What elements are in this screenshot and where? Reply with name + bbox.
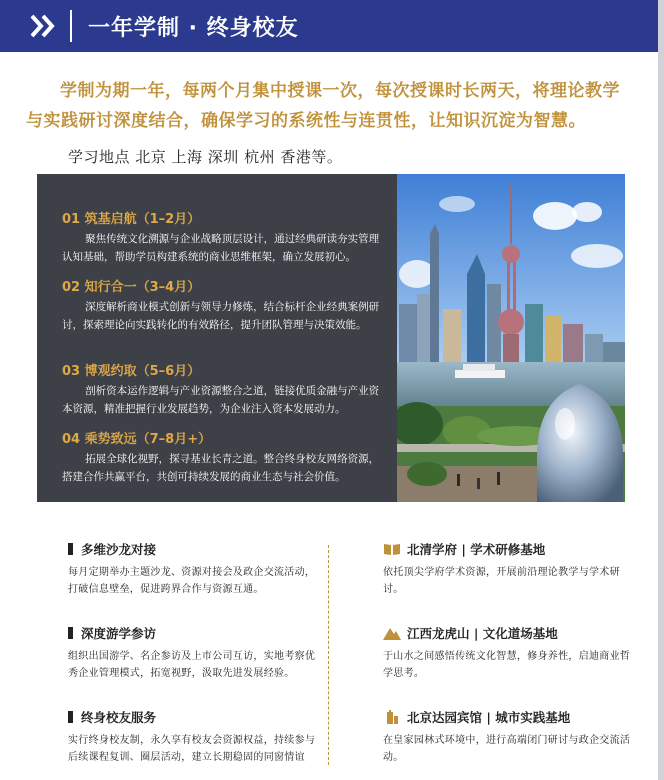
page-title: 一年学制 · 终身校友 [88,16,299,41]
book-icon [383,542,401,556]
feature-title: 北清学府 | 学术研修基地 [407,542,546,557]
phase-title: 04 乘势致远（7–8月+） [62,432,212,447]
feature-alumni [68,708,318,766]
phase-title: 03 博观约取（5–6月） [62,364,201,379]
page-edge [658,0,664,780]
feature-title: 江西龙虎山 | 文化道场基地 [407,626,558,641]
feature-culture-base [383,624,633,682]
feature-desc: 每月定期举办主题沙龙、资源对接会及政企交流活动，打破信息壁垒，促进跨界合作与资源互通。 [68,567,316,595]
column-divider [328,545,329,765]
feature-desc: 组织出国游学、名企参访及上市公司互访，实地考察优秀企业管理模式，拓宽视野，汲取先进发展经验。 [68,651,316,679]
study-locations: 学习地点 北京 上海 深圳 杭州 香港等。 [68,148,343,166]
feature-title: 多维沙龙对接 [81,542,157,557]
feature-title: 北京达园宾馆 | 城市实践基地 [407,710,571,725]
header-divider [70,10,72,42]
square-bullet-icon [68,627,73,639]
header-bar [0,0,658,52]
feature-title: 深度游学参访 [81,626,157,641]
feature-salon [68,540,318,598]
phase-4 [62,428,382,486]
phase-3 [62,360,382,418]
shanghai-skyline-photo [397,174,625,502]
intro-paragraph: 学制为期一年，每两个月集中授课一次，每次授课时长两天，将理论教学与实践研讨深度结合，确保学习的系统性与连贯性，让知识沉淀为智慧。 [26,81,620,131]
feature-title: 终身校友服务 [81,710,157,725]
feature-study-tour [68,624,318,682]
feature-desc: 实行终身校友制，永久享有校友会资源权益，持续参与后续课程复训、圈层活动，建立长期稳固的同窗情谊 [68,735,316,763]
square-bullet-icon [68,543,73,555]
phase-desc: 聚焦传统文化溯源与企业战略顶层设计，通过经典研读夯实管理认知基础，帮助学员构建系统的商业思维框架，确立发展初心。 [62,233,380,263]
building-icon [383,710,401,724]
mountain-icon [383,626,401,640]
phase-1 [62,208,382,266]
phase-title: 02 知行合一（3–4月） [62,280,201,295]
phase-desc: 剖析资本运作逻辑与产业资源整合之道，链接优质金融与产业资本资源，精准把握行业发展趋势，为企业注入资本发展动力。 [62,385,380,415]
feature-academic-base [383,540,633,598]
phase-desc: 深度解析商业模式创新与领导力修炼，结合标杆企业经典案例研讨，探索理论向实践转化的有效路径，提升团队管理与决策效能。 [62,301,380,331]
double-chevron-icon [28,12,58,40]
feature-desc: 于山水之间感悟传统文化智慧，修身养性，启迪商业哲学思考。 [383,651,631,679]
feature-desc: 在皇家园林式环境中，进行高端闭门研讨与政企交流活动。 [383,735,631,763]
phase-2 [62,276,382,334]
phase-title: 01 筑基启航（1–2月） [62,212,201,227]
feature-desc: 依托顶尖学府学术资源，开展前沿理论教学与学术研讨。 [383,567,620,595]
feature-city-base [383,708,633,766]
square-bullet-icon [68,711,73,723]
phase-desc: 拓展全球化视野，探寻基业长青之道。整合终身校友网络资源，搭建合作共赢平台，共创可持续发展的商业生态与社会价值。 [62,453,380,483]
